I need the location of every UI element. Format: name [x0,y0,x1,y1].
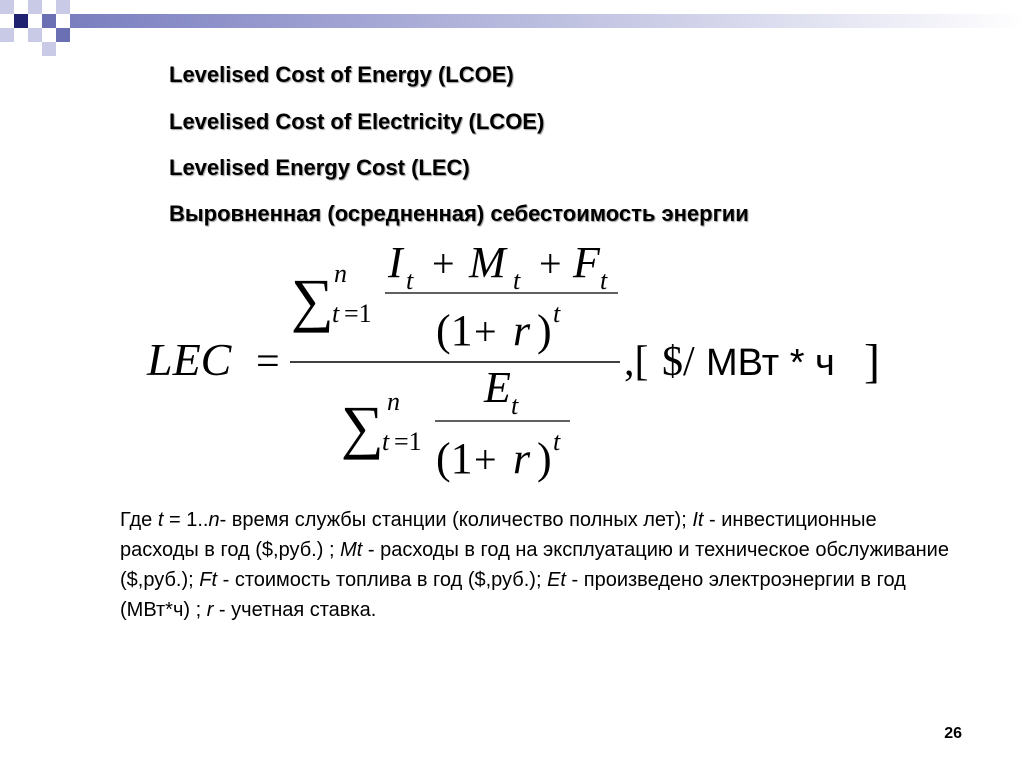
deco-square [0,0,14,14]
denominator-sum-upper: n [387,387,400,416]
desc-life: - время службы станции (количество полных лет); [219,509,687,531]
desc-it-var: It [692,509,704,531]
numerator-plus-2: + [539,241,562,286]
deco-square [0,28,14,42]
numerator-den-close: ) [537,306,552,355]
deco-square [42,42,56,56]
deco-square [28,28,42,42]
desc-ft-var: Ft [199,569,218,591]
heading-lcoe-electricity: Levelised Cost of Electricity (LCOE) [169,109,545,134]
numerator-sum-symbol: ∑ [291,267,334,333]
denominator-den-plus: + [474,437,497,482]
desc-it: - инвестиционные расходы в год ($,руб.) ; [120,509,877,561]
denominator-den-close: ) [537,434,552,483]
lec-formula [0,230,1024,500]
numerator-I-sub: t [406,266,414,295]
numerator-sum-lower-var: t [332,299,340,328]
deco-square [14,14,28,28]
numerator-sum-upper: n [334,259,347,288]
heading-lec: Levelised Energy Cost (LEC) [169,155,470,180]
numerator-den-plus: + [474,309,497,354]
variable-description [120,505,950,625]
desc-t-var: t [157,509,164,531]
denominator-E: E [484,363,511,412]
desc-where: Где [120,509,153,531]
units-close: ] [864,335,880,388]
desc-et-var: Et [547,569,566,591]
heading-lcoe-energy: Levelised Cost of Energy (LCOE) [169,62,514,87]
numerator-M: M [469,238,506,287]
units-open: ,[ [624,339,649,385]
numerator-M-sub: t [513,266,521,295]
formula-lhs: LEC [147,334,232,385]
deco-square [56,0,70,14]
denominator-E-sub: t [511,391,519,420]
desc-et: - произведено электроэнергии в год (МВт*ч) ; [120,569,906,621]
desc-ft: - стоимость топлива в год ($,руб.); [217,569,542,591]
deco-square [42,14,56,28]
denominator-den-exp: t [553,427,561,456]
formula-equals: = [256,339,280,385]
heading-russian: Выровненная (осредненная) себестоимость энергии [169,201,749,226]
deco-square [56,28,70,42]
desc-r: - учетная ставка. [213,599,377,621]
deco-square [28,0,42,14]
numerator-den-exp: t [553,299,561,328]
denominator-den-r: r [513,434,531,483]
desc-n-var: n [208,509,220,531]
units-dollar-slash: $/ [662,339,695,385]
numerator-den-open: (1 [436,306,473,355]
header-gradient-bar [70,14,1024,28]
denominator-sum-lower-var: t [382,427,390,456]
desc-r-var: r [206,599,214,621]
desc-range: = 1.. [163,509,209,531]
denominator-sum-lower-eq: =1 [394,427,422,456]
numerator-plus-1: + [432,241,455,286]
denominator-sum-symbol: ∑ [341,394,384,460]
desc-mt-var: Mt [340,539,363,561]
numerator-I: I [388,238,403,287]
numerator-den-r: r [513,306,531,355]
units-mwh: МВт * ч [706,342,835,384]
desc-mt: - расходы в год на эксплуатацию и техническое обслуживание ($,руб.); [120,539,949,591]
page-number: 26 [944,725,962,742]
numerator-F: F [573,238,600,287]
numerator-F-sub: t [600,266,608,295]
denominator-den-open: (1 [436,434,473,483]
decorative-header-squares [0,0,1024,60]
numerator-sum-lower-eq: =1 [344,299,372,328]
